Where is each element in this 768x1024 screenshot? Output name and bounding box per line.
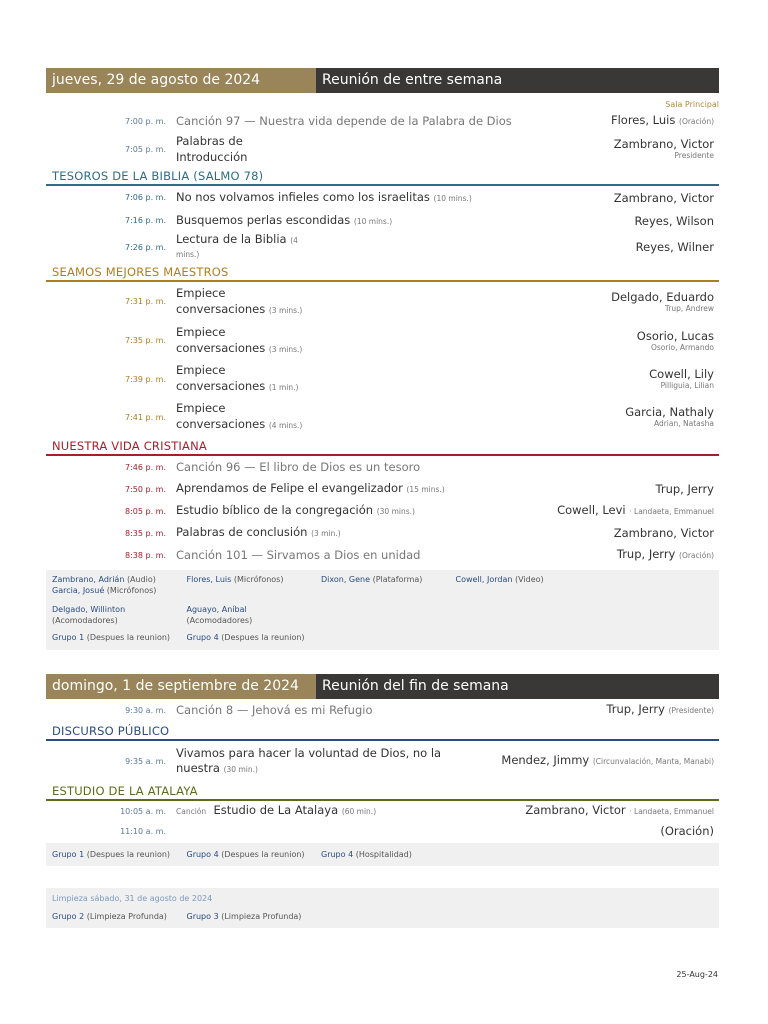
row-assignee: Mendez, Jimmy (Circunvalación, Manta, Manabi) — [501, 753, 714, 767]
row-assignee: Reyes, Wilson — [634, 213, 714, 228]
row-time: 7:05 p. m. — [124, 144, 166, 154]
row-part: Lectura de la Biblia (4 mins.) — [176, 232, 298, 259]
assignment-cell: Aguayo, Aníbal (Acomodadores) — [186, 605, 253, 625]
program-row — [46, 232, 719, 262]
row-assignee: Trup, Jerry — [655, 482, 714, 496]
row-time: 8:05 p. m. — [124, 506, 166, 516]
section-heading-ministry: SEAMOS MEJORES MAESTROS — [46, 264, 719, 282]
row-assignee: Zambrano, Victor — [613, 190, 714, 205]
row-time: 8:38 p. m. — [124, 550, 166, 560]
assignment-cell: Grupo 4 (Despues la reunion) — [186, 850, 305, 859]
cleaning-title: Limpieza sábado, 31 de agosto de 2024 — [52, 894, 213, 903]
midweek-title: Reunión de entre semana — [316, 68, 719, 93]
assignment-cell: Cowell, Jordan (Video) — [455, 575, 544, 584]
row-time: 9:35 a. m. — [125, 756, 166, 766]
program-row — [46, 456, 719, 478]
row-assignee: Delgado, Eduardo Trup, Andrew — [611, 289, 714, 313]
row-part: Palabras de Introducción — [176, 134, 248, 164]
assignment-cell: Grupo 1 (Despues la reunion) — [52, 633, 171, 642]
row-time: 7:16 p. m. — [124, 216, 166, 225]
program-row — [46, 500, 719, 522]
cleaning-panel — [46, 888, 719, 928]
row-part: Canción 8 — Jehová es mi Refugio — [176, 703, 373, 717]
program-row — [46, 186, 719, 209]
assignment-cell: Grupo 4 (Hospitalidad) — [321, 850, 412, 859]
assignment-row — [52, 849, 719, 860]
program-row — [46, 699, 719, 721]
assignment-cell: Grupo 1 (Despues la reunion) — [52, 850, 171, 859]
program-row — [46, 282, 719, 321]
program-row — [46, 398, 719, 436]
row-assignee: Zambrano, Victor — [613, 526, 714, 540]
row-assignee: Garcia, Nathaly Adrian, Natasha — [625, 405, 714, 428]
weekend-title: Reunión del fin de semana — [316, 674, 719, 699]
row-time: 7:31 p. m. — [124, 297, 166, 306]
row-note: (Oración) — [660, 824, 714, 838]
row-part: Busquemos perlas escondidas (10 mins.) — [176, 212, 393, 227]
row-time: 9:30 a. m. — [125, 705, 166, 715]
row-time: 7:46 p. m. — [124, 462, 166, 472]
row-part: Canción 97 — Nuestra vida depende de la Palabra de Dios — [176, 114, 512, 128]
row-time: 7:41 p. m. — [124, 412, 166, 422]
row-part: Empiece conversaciones (3 mins.) — [176, 324, 303, 355]
program-row — [46, 132, 719, 166]
row-time: 7:50 p. m. — [124, 484, 166, 494]
row-time: 8:35 p. m. — [124, 528, 166, 538]
program-row — [46, 741, 719, 781]
section-heading-treasures: TESOROS DE LA BIBLIA (SALMO 78) — [46, 168, 719, 186]
row-part: Empiece conversaciones (4 mins.) — [176, 401, 303, 431]
row-assignee: Zambrano, Victor Presidente — [613, 137, 714, 160]
row-assignee: Zambrano, Victor · Landaeta, Emmanuel — [525, 803, 714, 817]
row-part: Estudio bíblico de la congregación (30 mins.) — [176, 503, 415, 517]
program-row — [46, 360, 719, 398]
row-time: 10:05 a. m. — [120, 806, 166, 816]
program-row — [46, 209, 719, 232]
program-row — [46, 110, 719, 132]
weekend-date: domingo, 1 de septiembre de 2024 — [46, 674, 316, 699]
program-row — [46, 544, 719, 566]
assignment-cell: Grupo 2 (Limpieza Profunda) — [52, 912, 167, 921]
row-time: 7:35 p. m. — [124, 336, 166, 345]
program-row — [46, 821, 719, 841]
assignment-cell: Dixon, Gene (Plataforma) — [321, 575, 423, 584]
row-assignee: Trup, Jerry (Presidente) — [606, 702, 714, 716]
room-label: Sala Principal — [665, 100, 719, 109]
weekend-assignments-panel — [46, 843, 719, 866]
assignment-cell: Grupo 3 (Limpieza Profunda) — [186, 912, 302, 921]
assignment-row — [52, 632, 719, 643]
row-part: Empiece conversaciones (3 mins.) — [176, 285, 303, 316]
section-heading-living: NUESTRA VIDA CRISTIANA — [46, 438, 719, 456]
assignments-panel — [46, 570, 719, 650]
assignment-cell: Zambrano, Adrián (Audio) Garcia, Josué (Micrófonos) — [52, 575, 157, 595]
assignment-cell: Grupo 4 (Despues la reunion) — [186, 633, 305, 642]
row-time: 7:06 p. m. — [124, 193, 166, 202]
section-heading-watchtower: ESTUDIO DE LA ATALAYA — [46, 783, 719, 801]
row-part: Vivamos para hacer la voluntad de Dios, no la nuestra (30 min.) — [176, 745, 442, 775]
assignment-row — [52, 574, 719, 596]
row-part: Canción Estudio de La Atalaya (60 min.) — [176, 803, 377, 817]
program-row — [46, 801, 719, 821]
assignment-row — [52, 911, 719, 922]
assignment-row — [52, 604, 719, 626]
midweek-header — [46, 68, 719, 93]
row-assignee: Cowell, Lily Pilliguia, Lilian — [649, 367, 714, 390]
row-part: Canción 101 — Sirvamos a Dios en unidad — [176, 548, 421, 562]
assignment-cell: Delgado, Willinton (Acomodadores) — [52, 605, 126, 625]
weekend-header — [46, 674, 719, 699]
row-assignee: Trup, Jerry (Oración) — [616, 547, 714, 561]
row-time: 7:26 p. m. — [124, 242, 166, 252]
row-assignee: Reyes, Wilner — [635, 240, 714, 254]
section-heading-public-talk: DISCURSO PÚBLICO — [46, 723, 719, 741]
row-part: Canción 96 — El libro de Dios es un tesoro — [176, 460, 421, 474]
row-part: No nos volvamos infieles como los israelitas (10 mins.) — [176, 189, 472, 204]
row-time: 7:39 p. m. — [124, 374, 166, 384]
program-row — [46, 522, 719, 544]
row-assignee: Osorio, Lucas Osorio, Armando — [636, 328, 714, 352]
row-assignee: Flores, Luis (Oración) — [610, 113, 714, 127]
program-row — [46, 478, 719, 500]
row-time: 7:00 p. m. — [124, 116, 166, 126]
footer-date: 25-Aug-24 — [676, 970, 718, 979]
midweek-date: jueves, 29 de agosto de 2024 — [46, 68, 316, 93]
row-part: Empiece conversaciones (1 min.) — [176, 363, 299, 393]
schedule-page — [46, 68, 719, 928]
row-assignee: Cowell, Levi · Landaeta, Emmanuel — [557, 503, 714, 517]
assignment-cell: Flores, Luis (Micrófonos) — [186, 575, 284, 584]
program-row — [46, 321, 719, 360]
row-time: 11:10 a. m. — [120, 826, 166, 836]
row-part: Aprendamos de Felipe el evangelizador (15 mins.) — [176, 481, 445, 495]
row-part: Palabras de conclusión (3 min.) — [176, 525, 341, 539]
